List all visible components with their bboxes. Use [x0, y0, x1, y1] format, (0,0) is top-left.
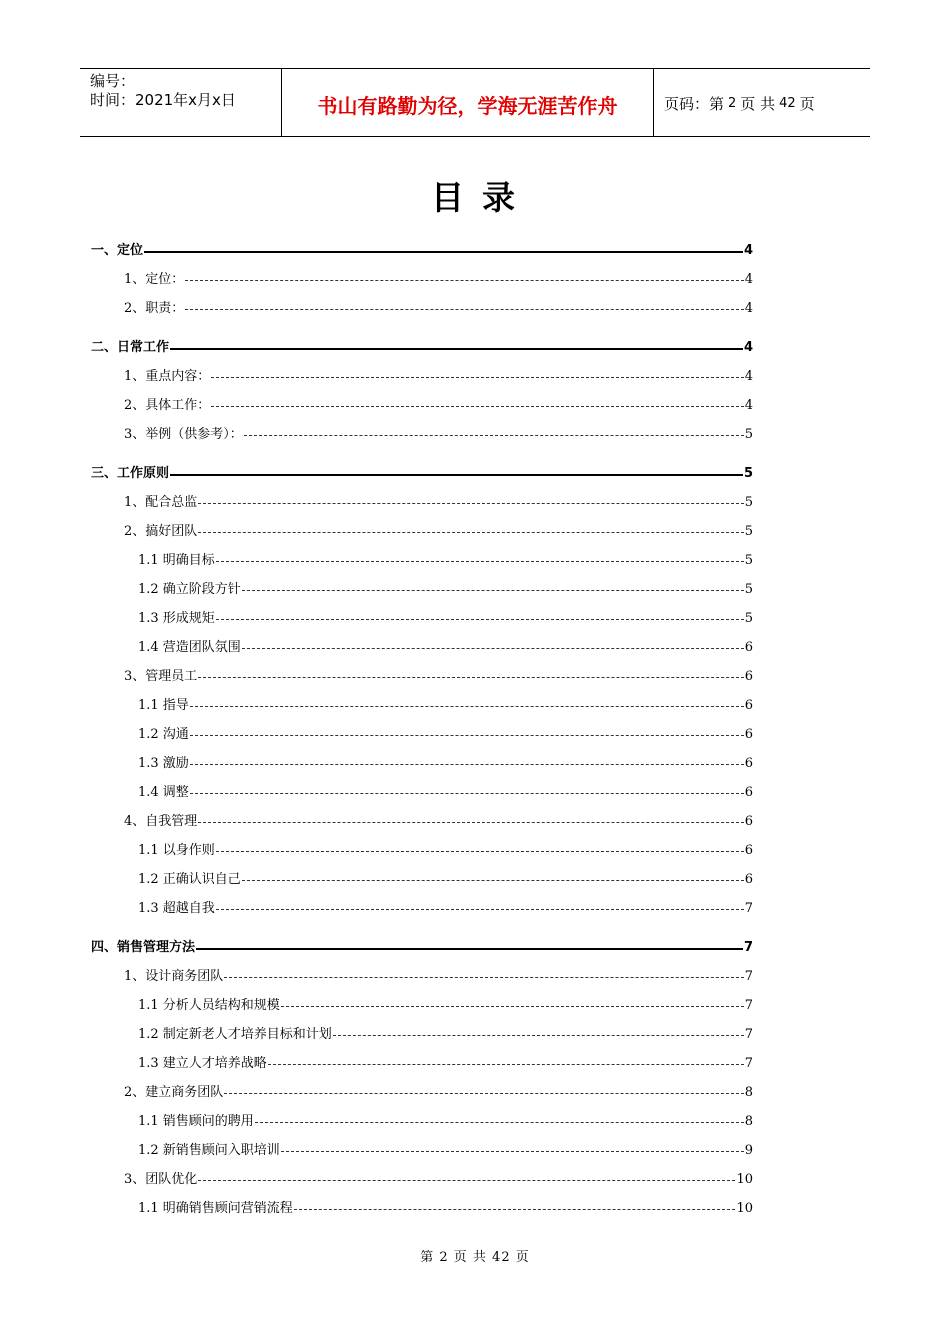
- toc-entry-label: 2、具体工作：: [124, 398, 211, 413]
- toc-entry-page: 6: [744, 698, 753, 713]
- toc-entry-label: 1、定位：: [124, 272, 185, 287]
- toc-entry[interactable]: [91, 420, 753, 449]
- toc-entry-page: 4: [744, 301, 753, 316]
- toc-entry-page: 7: [744, 998, 753, 1013]
- toc-leader: [281, 1006, 744, 1007]
- toc-leader: [170, 474, 743, 476]
- toc-entry-label: 3、举例（供参考）：: [124, 427, 243, 442]
- header-motto: 书山有路勤为径，学海无涯苦作舟: [282, 69, 654, 136]
- toc-entry[interactable]: [91, 691, 753, 720]
- toc-entry-page: 4: [743, 243, 753, 258]
- toc-leader: [198, 1180, 735, 1181]
- toc-leader: [185, 280, 743, 281]
- toc-entry[interactable]: [91, 517, 753, 546]
- toc-entry-label: 1.2 正确认识自己: [138, 872, 241, 887]
- toc-entry[interactable]: [91, 575, 753, 604]
- header-page-info: [654, 69, 870, 136]
- toc-entry-label: 1、设计商务团队: [124, 969, 224, 984]
- toc-leader: [190, 793, 744, 794]
- page-mid-label: 页 共: [740, 95, 776, 113]
- toc-entry[interactable]: [91, 236, 753, 265]
- table-of-contents: [91, 236, 753, 1223]
- toc-entry-label: 1、配合总监: [124, 495, 198, 510]
- toc-entry-page: 4: [744, 272, 753, 287]
- toc-entry[interactable]: [91, 894, 753, 923]
- toc-entry-label: 1.1 以身作则: [138, 843, 215, 858]
- toc-entry-page: 9: [744, 1143, 753, 1158]
- toc-leader: [281, 1151, 744, 1152]
- toc-entry[interactable]: [91, 749, 753, 778]
- toc-leader: [144, 251, 743, 253]
- toc-entry[interactable]: [91, 362, 753, 391]
- toc-entry[interactable]: [91, 488, 753, 517]
- toc-entry[interactable]: [91, 933, 753, 962]
- toc-entry-page: 10: [736, 1172, 753, 1187]
- page-total: 42: [779, 96, 796, 111]
- toc-leader: [211, 377, 743, 378]
- toc-entry[interactable]: [91, 1165, 753, 1194]
- toc-entry-page: 5: [744, 553, 753, 568]
- page-label: 页码：第: [664, 95, 725, 113]
- toc-leader: [216, 619, 744, 620]
- toc-entry-page: 4: [744, 369, 753, 384]
- toc-entry-label: 1.1 明确目标: [138, 553, 215, 568]
- toc-entry[interactable]: [91, 962, 753, 991]
- toc-entry[interactable]: [91, 720, 753, 749]
- document-number-label: 编号：: [90, 72, 136, 90]
- page-header: [80, 68, 870, 137]
- toc-entry-label: 1.1 明确销售顾问营销流程: [138, 1201, 293, 1216]
- toc-entry-page: 5: [743, 466, 753, 481]
- toc-entry-label: 1.4 营造团队氛围: [138, 640, 241, 655]
- toc-entry[interactable]: [91, 991, 753, 1020]
- toc-leader: [170, 348, 743, 350]
- toc-leader: [198, 677, 743, 678]
- toc-entry[interactable]: [91, 604, 753, 633]
- toc-entry-page: 6: [744, 756, 753, 771]
- toc-leader: [242, 648, 744, 649]
- toc-entry-page: 6: [744, 843, 753, 858]
- toc-entry-label: 一、定位: [91, 243, 144, 258]
- toc-leader: [185, 309, 743, 310]
- toc-entry-label: 3、管理员工: [124, 669, 198, 684]
- toc-entry[interactable]: [91, 662, 753, 691]
- toc-entry-label: 1.2 制定新老人才培养目标和计划: [138, 1027, 332, 1042]
- toc-leader: [242, 880, 744, 881]
- toc-entry-label: 2、搞好团队: [124, 524, 198, 539]
- toc-entry-page: 6: [744, 640, 753, 655]
- toc-leader: [198, 532, 743, 533]
- toc-entry[interactable]: [91, 1020, 753, 1049]
- toc-entry-label: 1.3 超越自我: [138, 901, 215, 916]
- toc-entry-label: 1.2 沟通: [138, 727, 189, 742]
- toc-entry[interactable]: [91, 633, 753, 662]
- toc-entry-page: 7: [744, 1027, 753, 1042]
- toc-entry-label: 四、销售管理方法: [91, 940, 196, 955]
- toc-entry[interactable]: [91, 836, 753, 865]
- toc-leader: [196, 948, 743, 950]
- toc-leader: [190, 735, 744, 736]
- toc-entry-page: 8: [744, 1114, 753, 1129]
- toc-entry-page: 5: [744, 495, 753, 510]
- toc-entry-label: 二、日常工作: [91, 340, 170, 355]
- toc-entry-page: 5: [744, 427, 753, 442]
- toc-leader: [294, 1209, 736, 1210]
- toc-entry-label: 2、建立商务团队: [124, 1085, 224, 1100]
- toc-entry-label: 1、重点内容：: [124, 369, 211, 384]
- page-end-label: 页: [799, 95, 815, 113]
- toc-leader: [198, 503, 743, 504]
- page-title: 目录: [431, 178, 533, 217]
- toc-entry-page: 6: [744, 669, 753, 684]
- toc-entry-label: 1.1 销售顾问的聘用: [138, 1114, 254, 1129]
- toc-leader: [211, 406, 743, 407]
- toc-entry-label: 2、职责：: [124, 301, 185, 316]
- toc-leader: [190, 764, 744, 765]
- toc-entry-label: 1.2 新销售顾问入职培训: [138, 1143, 280, 1158]
- toc-entry-label: 1.3 建立人才培养战略: [138, 1056, 267, 1071]
- toc-entry[interactable]: [91, 1136, 753, 1165]
- toc-leader: [216, 851, 744, 852]
- page-number: 2: [728, 96, 737, 111]
- toc-entry[interactable]: [91, 546, 753, 575]
- toc-entry[interactable]: [91, 865, 753, 894]
- toc-entry[interactable]: [91, 778, 753, 807]
- toc-leader: [268, 1064, 744, 1065]
- toc-entry[interactable]: [91, 294, 753, 323]
- toc-entry-page: 7: [744, 969, 753, 984]
- toc-entry-page: 5: [744, 524, 753, 539]
- toc-leader: [333, 1035, 744, 1036]
- toc-entry-page: 7: [744, 1056, 753, 1071]
- toc-entry-label: 1.4 调整: [138, 785, 189, 800]
- toc-entry[interactable]: [91, 1107, 753, 1136]
- toc-entry[interactable]: [91, 807, 753, 836]
- toc-entry-page: 10: [736, 1201, 753, 1216]
- toc-entry-page: 7: [743, 940, 753, 955]
- document-time-label: 时间：2021年x月x日: [90, 91, 236, 109]
- toc-leader: [244, 435, 744, 436]
- toc-entry-label: 1.1 分析人员结构和规模: [138, 998, 280, 1013]
- toc-entry[interactable]: [91, 265, 753, 294]
- toc-entry[interactable]: [91, 459, 753, 488]
- toc-leader: [198, 822, 743, 823]
- toc-entry-page: 5: [744, 582, 753, 597]
- toc-entry-page: 6: [744, 872, 753, 887]
- toc-leader: [224, 1093, 743, 1094]
- toc-entry-page: 4: [743, 340, 753, 355]
- toc-entry-page: 6: [744, 814, 753, 829]
- header-meta: [80, 69, 282, 136]
- toc-entry-page: 6: [744, 785, 753, 800]
- toc-entry[interactable]: [91, 1078, 753, 1107]
- toc-entry-label: 三、工作原则: [91, 466, 170, 481]
- toc-entry-page: 5: [744, 611, 753, 626]
- toc-entry-page: 4: [744, 398, 753, 413]
- toc-entry-page: 6: [744, 727, 753, 742]
- toc-entry-label: 3、团队优化: [124, 1172, 198, 1187]
- toc-leader: [216, 909, 744, 910]
- toc-leader: [255, 1122, 744, 1123]
- toc-entry-label: 1.1 指导: [138, 698, 189, 713]
- toc-entry[interactable]: [91, 1049, 753, 1078]
- toc-entry[interactable]: [91, 333, 753, 362]
- toc-leader: [224, 977, 743, 978]
- toc-entry-label: 1.3 激励: [138, 756, 189, 771]
- toc-leader: [242, 590, 744, 591]
- toc-entry-label: 1.3 形成规矩: [138, 611, 215, 626]
- toc-entry[interactable]: [91, 1194, 753, 1223]
- toc-entry-page: 8: [744, 1085, 753, 1100]
- toc-entry[interactable]: [91, 391, 753, 420]
- toc-leader: [216, 561, 744, 562]
- page-footer: 第 2 页 共 42 页: [420, 1250, 530, 1265]
- toc-entry-label: 1.2 确立阶段方针: [138, 582, 241, 597]
- toc-leader: [190, 706, 744, 707]
- toc-entry-label: 4、自我管理: [124, 814, 198, 829]
- toc-entry-page: 7: [744, 901, 753, 916]
